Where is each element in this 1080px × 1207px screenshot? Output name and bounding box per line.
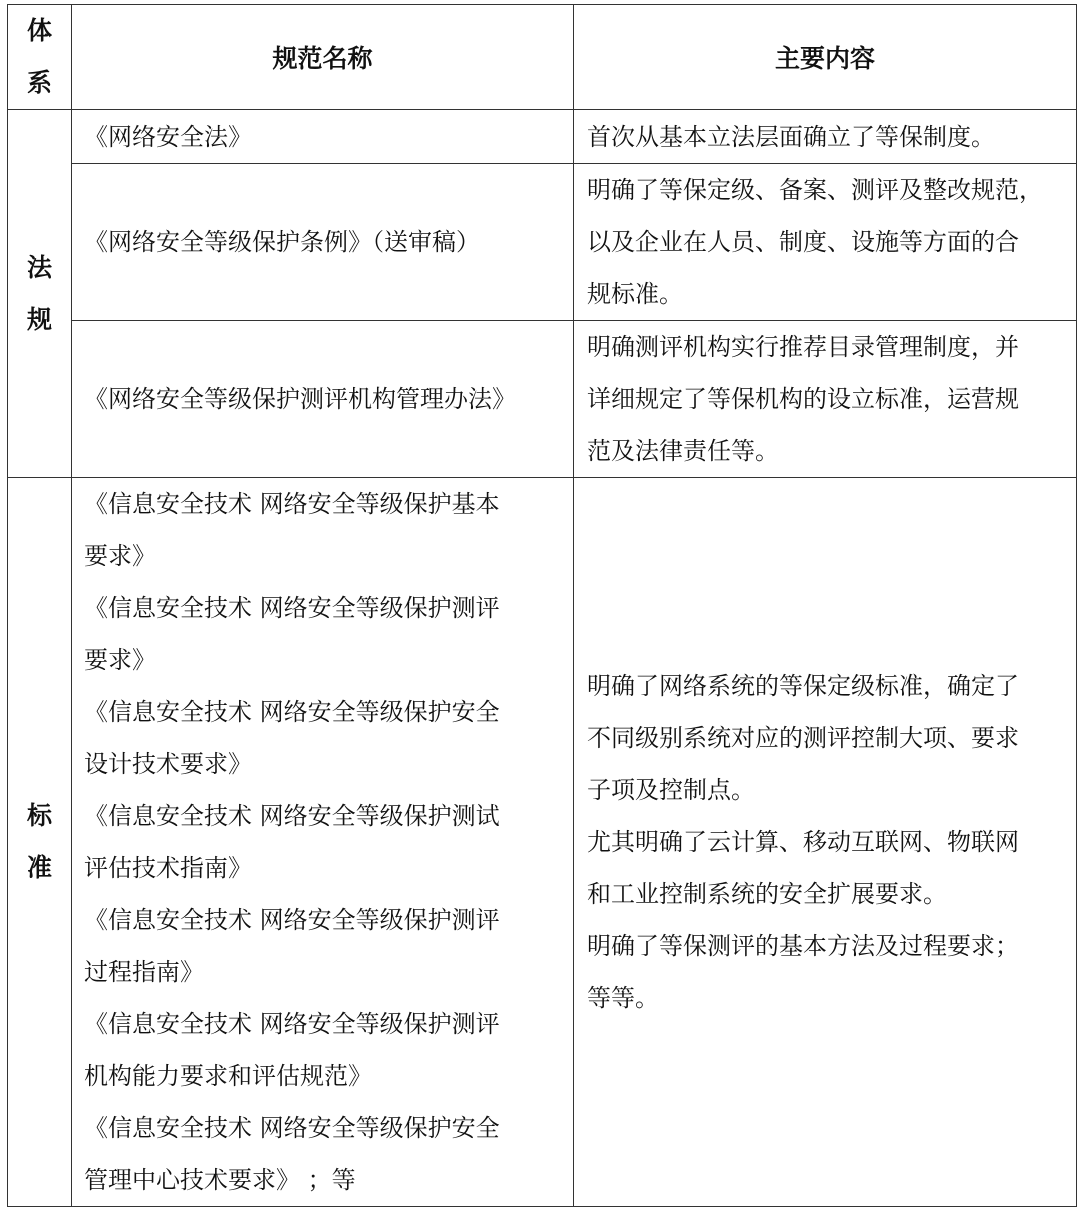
- regulation-name: 《网络安全等级保护条例》（送审稿）: [72, 164, 574, 321]
- standard-name-line: 过程指南》: [84, 958, 204, 986]
- table-row: [8, 321, 1077, 478]
- standard-name-line: 《信息安全技术 网络安全等级保护测评: [84, 594, 500, 622]
- standard-name-line: 要求》: [84, 542, 156, 570]
- table-row: [8, 164, 1077, 321]
- standard-name-line: 评估技术指南》: [84, 854, 252, 882]
- regulation-content: 明确了等保定级、备案、测评及整改规范， 以及企业在人员、制度、设施等方面的合 规标准。: [574, 164, 1077, 321]
- regulation-table: [7, 4, 1077, 1207]
- header-name: 规范名称: [72, 5, 574, 110]
- regulation-content: 明确测评机构实行推荐目录管理制度，并 详细规定了等保机构的设立标准，运营规 范及法律责任等。: [574, 321, 1077, 478]
- regulation-name: 《网络安全法》: [72, 110, 574, 164]
- header-system: 体 系: [8, 5, 72, 110]
- regulation-name: 《网络安全等级保护测评机构管理办法》: [72, 321, 574, 478]
- standard-name-line: 管理中心技术要求》 ；等: [84, 1166, 356, 1194]
- standard-name-line: 《信息安全技术 网络安全等级保护基本: [84, 490, 500, 518]
- table-row: [8, 478, 1077, 1207]
- standard-name-line: 《信息安全技术 网络安全等级保护测评: [84, 1010, 500, 1038]
- standard-name-line: 《信息安全技术 网络安全等级保护测评: [84, 906, 500, 934]
- header-content: 主要内容: [574, 5, 1077, 110]
- standard-name-line: 《信息安全技术 网络安全等级保护安全: [84, 698, 500, 726]
- system-label-regulation: 法 规: [8, 110, 72, 478]
- header-row: [8, 5, 1077, 110]
- standard-name-line: 机构能力要求和评估规范》: [84, 1062, 372, 1090]
- standard-content: 明确了网络系统的等保定级标准，确定了 不同级别系统对应的测评控制大项、要求 子项及控制点。 尤其明确了云计算、移动互联网、物联网 和工业控制系统的安全扩展要求。 明确了等保测评的基本方法及过程要求； 等等。: [574, 478, 1077, 1207]
- standard-name-line: 要求》: [84, 646, 156, 674]
- system-label-standard: 标 准: [8, 478, 72, 1207]
- regulation-content: 首次从基本立法层面确立了等保制度。: [574, 110, 1077, 164]
- standard-name-line: 《信息安全技术 网络安全等级保护安全: [84, 1114, 500, 1142]
- standard-name-line: 《信息安全技术 网络安全等级保护测试: [84, 802, 500, 830]
- table-row: [8, 110, 1077, 164]
- standard-names: [72, 478, 574, 1207]
- standard-name-line: 设计技术要求》: [84, 750, 252, 778]
